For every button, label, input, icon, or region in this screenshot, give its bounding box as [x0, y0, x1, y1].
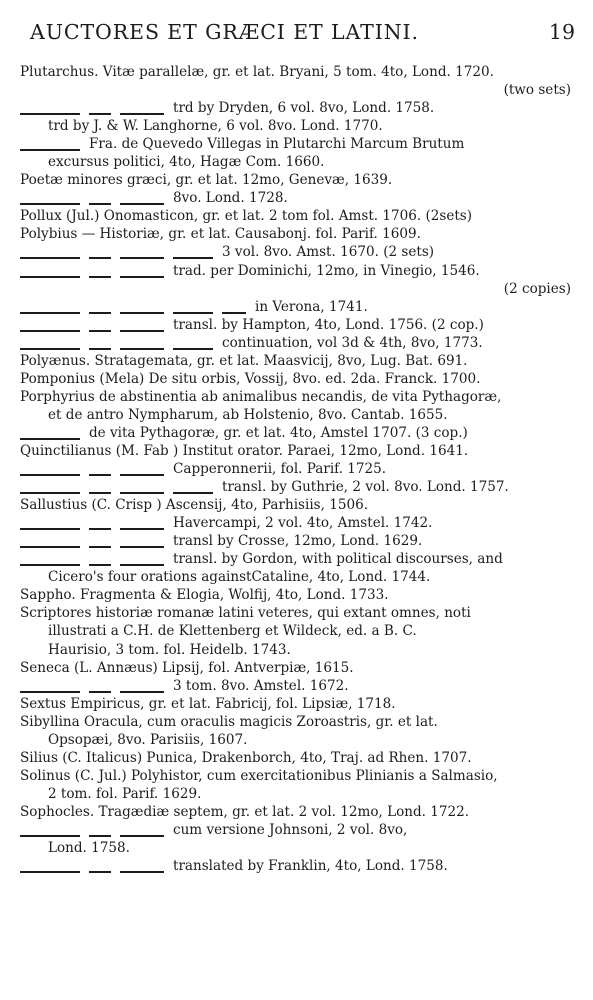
- entry-text: trad. per Dominichi, 12mo, in Vinegio, 1546.: [173, 262, 480, 279]
- entry-line: [20, 460, 571, 478]
- entry-line: [20, 153, 571, 171]
- entry-text: transl. by Gordon, with political discourses, and: [173, 551, 503, 568]
- entry-text: (2 copies): [503, 280, 571, 297]
- entry-text: trd by J. & W. Langhorne, 6 vol. 8vo. Lond. 1770.: [48, 118, 383, 135]
- entry-line: [20, 659, 571, 677]
- entry-line: [20, 388, 571, 406]
- entry-line: [20, 677, 571, 695]
- entry-line: [20, 352, 571, 370]
- entry-line: [20, 189, 571, 207]
- entry-line: [20, 586, 571, 604]
- entry-text: Poetæ minores græci, gr. et lat. 12mo, Genevæ, 1639.: [20, 172, 393, 189]
- entry-text: Sallustius (C. Crisp ) Ascensij, 4to, Parhisiis, 1506.: [20, 497, 369, 514]
- entry-line: [20, 63, 571, 81]
- catalogue-entry: [20, 496, 571, 514]
- entry-line: [20, 135, 571, 153]
- entry-text: Cicero's four orations againstCataline, 4to, Lond. 1744.: [48, 569, 431, 586]
- catalogue-entry: [20, 586, 571, 604]
- entry-text: transl by Crosse, 12mo, Lond. 1629.: [173, 533, 423, 550]
- catalogue-entry: [20, 424, 571, 442]
- catalogue-entry: [20, 99, 571, 135]
- entry-line: [20, 442, 571, 460]
- catalogue-entry: [20, 243, 571, 261]
- page-title: AUCTORES ET GRÆCI ET LATINI.: [30, 20, 419, 44]
- entry-text: 8vo. Lond. 1728.: [173, 190, 288, 207]
- catalogue-entry: [20, 803, 571, 821]
- catalogue-entry: [20, 352, 571, 370]
- ditto-dashes: [20, 265, 173, 283]
- entry-line: [20, 81, 571, 99]
- catalogue-entry: [20, 532, 571, 550]
- entry-line: [20, 785, 571, 803]
- entry-line: [20, 532, 571, 550]
- entry-text: Porphyrius de abstinentia ab animalibus necandis, de vita Pythagoræ,: [20, 388, 502, 405]
- catalogue-list: [20, 63, 571, 875]
- entry-text: Pomponius (Mela) De situ orbis, Vossij, 8vo. ed. 2da. Franck. 1700.: [20, 370, 481, 387]
- catalogue-entry: [20, 334, 571, 352]
- entry-text: in Verona, 1741.: [255, 298, 368, 315]
- entry-line: [20, 695, 571, 713]
- entry-line: [20, 731, 571, 749]
- entry-text: Havercampi, 2 vol. 4to, Amstel. 1742.: [173, 515, 433, 532]
- entry-line: [20, 298, 571, 316]
- entry-text: trd by Dryden, 6 vol. 8vo, Lond. 1758.: [173, 100, 435, 117]
- entry-text: Polyænus. Stratagemata, gr. et lat. Maasvicij, 8vo, Lug. Bat. 691.: [20, 352, 468, 369]
- entry-line: [20, 99, 571, 117]
- entry-text: Sextus Empiricus, gr. et lat. Fabricij, fol. Lipsiæ, 1718.: [20, 695, 396, 712]
- catalogue-entry: [20, 442, 571, 460]
- catalogue-entry: [20, 370, 571, 388]
- entry-text: Quinctilianus (M. Fab ) Institut orator. Paraei, 12mo, Lond. 1641.: [20, 442, 469, 459]
- entry-text: et de antro Nympharum, ab Holstenio, 8vo. Cantab. 1655.: [48, 406, 448, 423]
- catalogue-entry: [20, 388, 571, 424]
- catalogue-entry: [20, 857, 571, 875]
- catalogue-entry: [20, 262, 571, 298]
- catalogue-entry: [20, 659, 571, 677]
- catalogue-entry: [20, 749, 571, 767]
- entry-text: transl. by Guthrie, 2 vol. 8vo. Lond. 1757.: [222, 479, 509, 496]
- catalogue-entry: [20, 514, 571, 532]
- entry-text: continuation, vol 3d & 4th, 8vo, 1773.: [222, 334, 483, 351]
- entry-line: [20, 117, 571, 135]
- entry-text: Scriptores historiæ romanæ latini veteres, qui extant omnes, noti: [20, 605, 471, 622]
- entry-line: [20, 478, 571, 496]
- entry-text: cum versione Johnsoni, 2 vol. 8vo,: [173, 821, 408, 838]
- entry-line: [20, 171, 571, 189]
- catalogue-entry: [20, 316, 571, 334]
- entry-line: [20, 857, 571, 875]
- entry-text: 3 vol. 8vo. Amst. 1670. (2 sets): [222, 244, 435, 261]
- catalogue-entry: [20, 478, 571, 496]
- entry-text: Silius (C. Italicus) Punica, Drakenborch, 4to, Traj. ad Rhen. 1707.: [20, 749, 472, 766]
- catalogue-entry: [20, 821, 571, 857]
- entry-text: Pollux (Jul.) Onomasticon, gr. et lat. 2 tom fol. Amst. 1706. (2sets): [20, 208, 473, 225]
- catalogue-entry: [20, 189, 571, 207]
- entry-text: Sappho. Fragmenta & Elogia, Wolfij, 4to, Lond. 1733.: [20, 587, 389, 604]
- catalogue-entry: [20, 135, 571, 171]
- entry-text: Polybius — Historiæ, gr. et lat. Causabonj. fol. Parif. 1609.: [20, 226, 421, 243]
- entry-line: [20, 496, 571, 514]
- catalogue-entry: [20, 713, 571, 749]
- entry-text: Seneca (L. Annæus) Lipsij, fol. Antverpiæ, 1615.: [20, 659, 354, 676]
- catalogue-entry: [20, 207, 571, 225]
- ditto-dashes: [20, 860, 173, 878]
- catalogue-entry: [20, 550, 571, 586]
- entry-text: Sibyllina Oracula, cum oraculis magicis Zoroastris, gr. et lat.: [20, 713, 438, 730]
- entry-line: [20, 424, 571, 442]
- entry-line: [20, 803, 571, 821]
- entry-text: (two sets): [503, 82, 571, 99]
- catalogue-entry: [20, 677, 571, 695]
- entry-text: transl. by Hampton, 4to, Lond. 1756. (2 cop.): [173, 316, 484, 333]
- entry-text: de vita Pythagoræ, gr. et lat. 4to, Amstel 1707. (3 cop.): [89, 424, 468, 441]
- entry-line: [20, 622, 571, 640]
- entry-line: [20, 713, 571, 731]
- entry-text: Fra. de Quevedo Villegas in Plutarchi Marcum Brutum: [89, 136, 465, 153]
- catalogue-entry: [20, 63, 571, 99]
- catalogue-entry: [20, 460, 571, 478]
- entry-line: [20, 225, 571, 243]
- entry-text: translated by Franklin, 4to, Lond. 1758.: [173, 858, 448, 875]
- catalogue-entry: [20, 695, 571, 713]
- entry-line: [20, 370, 571, 388]
- catalogue-entry: [20, 298, 571, 316]
- entry-line: [20, 406, 571, 424]
- entry-text: Opsopæi, 8vo. Parisiis, 1607.: [48, 731, 248, 748]
- entry-line: [20, 604, 571, 622]
- entry-line: [20, 514, 571, 532]
- entry-line: [20, 334, 571, 352]
- entry-text: Sophocles. Tragædiæ septem, gr. et lat. 2 vol. 12mo, Lond. 1722.: [20, 803, 470, 820]
- entry-text: 2 tom. fol. Parif. 1629.: [48, 785, 202, 802]
- catalogue-entry: [20, 171, 571, 189]
- entry-text: Lond. 1758.: [48, 840, 130, 857]
- entry-line: [20, 207, 571, 225]
- entry-text: Haurisio, 3 tom. fol. Heidelb. 1743.: [48, 641, 291, 658]
- entry-text: Solinus (C. Jul.) Polyhistor, cum exercitationibus Plinianis a Salmasio,: [20, 767, 498, 784]
- running-header: [14, 20, 579, 50]
- entry-line: [20, 262, 571, 280]
- entry-text: Plutarchus. Vitæ parallelæ, gr. et lat. Bryani, 5 tom. 4to, Lond. 1720.: [20, 64, 494, 80]
- entry-line: [20, 821, 571, 839]
- page-number: 19: [548, 20, 575, 44]
- entry-line: [20, 839, 571, 857]
- catalogue-entry: [20, 767, 571, 803]
- catalogue-entry: [20, 604, 571, 658]
- entry-text: Capperonnerii, fol. Parif. 1725.: [173, 461, 387, 478]
- entry-line: [20, 749, 571, 767]
- entry-line: [20, 243, 571, 261]
- entry-text: 3 tom. 8vo. Amstel. 1672.: [173, 677, 349, 694]
- entry-line: [20, 568, 571, 586]
- entry-line: [20, 767, 571, 785]
- entry-text: illustrati a C.H. de Klettenberg et Wildeck, ed. a B. C.: [48, 623, 417, 640]
- catalogue-entry: [20, 225, 571, 243]
- entry-text: excursus politici, 4to, Hagæ Com. 1660.: [48, 154, 325, 171]
- entry-line: [20, 641, 571, 659]
- entry-line: [20, 316, 571, 334]
- entry-line: [20, 550, 571, 568]
